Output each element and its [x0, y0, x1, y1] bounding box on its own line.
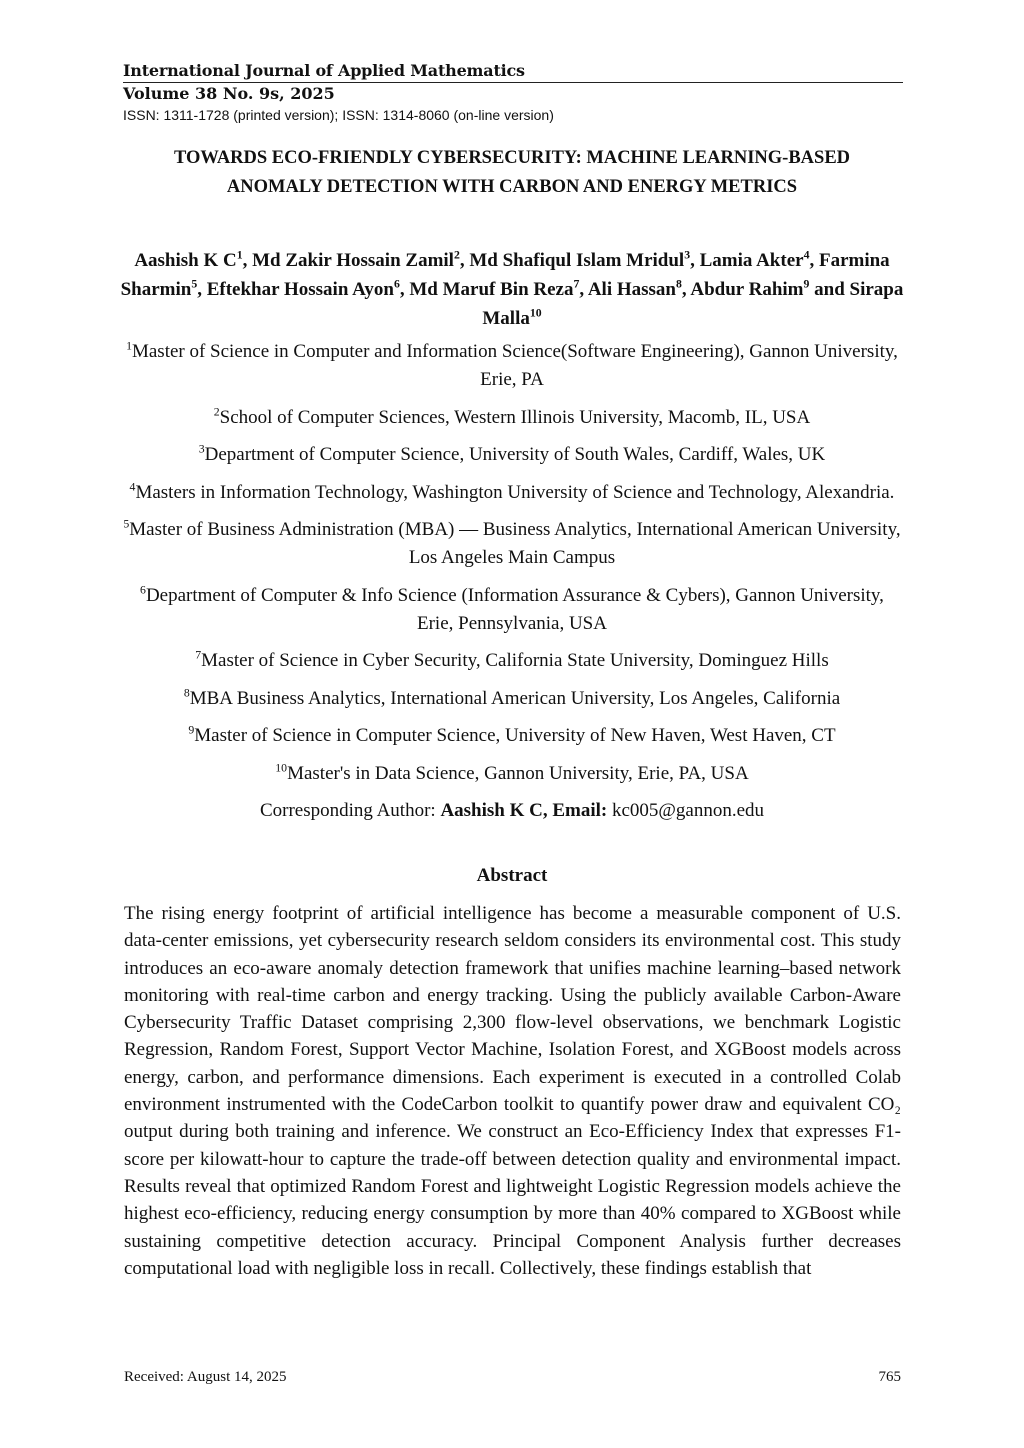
affiliation-text: Master of Science in Computer Science, University of New Haven, West Haven, CT — [194, 725, 836, 746]
corresponding-author — [120, 797, 904, 825]
author-name: Lamia Akter — [699, 250, 804, 271]
author-name: Eftekhar Hossain Ayon — [206, 279, 394, 300]
abstract-text: The rising energy footprint of artificial intelligence has become a measurable component of U.S. data-center emissions, yet cybersecurity research seldom considers its environmental cost. This study introduces an eco-aware anomaly detection framework that unifies machine learning–based network monitoring with real-time carbon and energy tracking. Using the publicly available Carbon-Aware Cybersecurity Traffic Dataset comprising 2,300 flow-level observations, we benchmark Logistic Regression, Random Forest, Support Vector Machine, Isolation Forest, and XGBoost models across energy, carbon, and performance dimensions. Each experiment is executed in a controlled Colab environment instrumented with the CodeCarbon toolkit to quantify power draw and equivalent CO₂ output during both training and inference. We construct an Eco-Efficiency Index that expresses F1-score per kilowatt-hour to capture the trade-off between detection quality and environmental impact. Results reveal that optimized Random Forest and lightweight Logistic Regression models achieve the highest eco-efficiency, reducing energy consumption by more than 40% compared to XGBoost while sustaining competitive detection accuracy. Principal Component Analysis further decreases computational load with negligible loss in recall. Collectively, these findings establish that — [124, 903, 901, 1279]
affiliation-item — [120, 647, 904, 675]
author-separator: , — [242, 250, 253, 271]
affiliation-text: Master of Science in Computer and Information Science(Software Engineering), Gannon University, Erie, PA — [131, 341, 898, 390]
author-affiliation-number: 6 — [393, 277, 400, 291]
affiliation-text: Master's in Data Science, Gannon University, Erie, PA, USA — [287, 762, 749, 784]
journal-header — [123, 60, 903, 126]
affiliation-number: 6 — [140, 583, 146, 597]
author-name: Abdur Rahim — [690, 279, 804, 300]
paper-title — [100, 144, 924, 202]
author-separator: , — [197, 279, 207, 300]
journal-volume: Volume 38 No. 9s, 2025 — [123, 84, 335, 103]
author-name: Ali Hassan — [587, 279, 676, 300]
journal-issn: ISSN: 1311-1728 (printed version); ISSN: 1314-8060 (on-line version) — [123, 107, 554, 123]
affiliation-number: 4 — [129, 480, 136, 494]
author-affiliation-number: 9 — [803, 277, 810, 291]
affiliation-text: Department of Computer Science, University of South Wales, Cardiff, Wales, UK — [204, 444, 826, 465]
author-separator: , — [681, 279, 691, 300]
page-number: 765 — [878, 1369, 901, 1385]
affiliation-number: 7 — [195, 648, 202, 662]
title-line-1: TOWARDS ECO-FRIENDLY CYBERSECURITY: MACHINE LEARNING-BASED — [173, 148, 851, 168]
author-affiliation-number: 8 — [676, 277, 682, 291]
author-separator: and — [809, 279, 850, 300]
affiliation-item — [120, 441, 904, 469]
author-separator: , — [690, 250, 700, 271]
corresponding-author-name: Aashish K C, Email: — [440, 800, 608, 821]
author-affiliation-number: 5 — [191, 277, 198, 291]
affiliation-item — [120, 582, 904, 638]
affiliation-number: 5 — [123, 517, 130, 531]
affiliation-number: 9 — [188, 723, 195, 737]
affiliation-text: Masters in Information Technology, Washington University of Science and Technology, Alexandria. — [135, 481, 895, 503]
author-name: Md Shafiqul Islam Mridul — [469, 250, 685, 271]
journal-name: International Journal of Applied Mathematics — [123, 61, 525, 80]
author-name: Aashish K C — [134, 250, 237, 271]
affiliation-text: MBA Business Analytics, International American University, Los Angeles, California — [189, 687, 841, 709]
affiliation-item — [120, 404, 904, 432]
affiliation-text: Master of Business Administration (MBA) — Business Analytics, International American University, Los Angeles Main Campus — [129, 519, 901, 568]
author-list — [110, 246, 914, 333]
author-affiliation-number: 10 — [529, 306, 542, 320]
affiliation-text: Department of Computer & Info Science (Information Assurance & Cybers), Gannon University, Erie, Pennsylvania, USA — [145, 584, 884, 634]
corresponding-email: kc005@gannon.edu — [607, 800, 765, 821]
affiliation-number: 3 — [198, 442, 205, 456]
affiliation-number: 2 — [213, 405, 220, 419]
affiliation-text: School of Computer Sciences, Western Illinois University, Macomb, IL, USA — [219, 406, 811, 428]
affiliation-item — [120, 760, 904, 788]
author-separator: , — [809, 250, 819, 271]
author-name: Md Maruf Bin Reza — [409, 279, 574, 300]
author-name: Farmina Sharmin — [120, 250, 890, 300]
affiliation-item — [120, 479, 904, 507]
affiliation-number: 1 — [126, 339, 132, 353]
affiliation-text: Master of Science in Cyber Security, California State University, Dominguez Hills — [201, 650, 829, 671]
abstract-heading: Abstract — [476, 865, 548, 886]
author-separator: , — [459, 250, 470, 271]
title-line-2: ANOMALY DETECTION WITH CARBON AND ENERGY METRICS — [226, 177, 798, 197]
author-affiliation-number: 3 — [684, 248, 691, 262]
affiliation-item — [120, 338, 904, 394]
corresponding-label: Corresponding Author: — [259, 800, 441, 821]
author-affiliation-number: 4 — [803, 248, 810, 262]
author-separator: , — [579, 279, 588, 300]
page-footer — [124, 1366, 901, 1388]
header-divider — [123, 82, 903, 83]
author-affiliation-number: 7 — [573, 277, 580, 291]
author-affiliation-number: 1 — [236, 248, 243, 262]
affiliation-item — [120, 516, 904, 572]
author-name: Md Zakir Hossain Zamil — [252, 250, 454, 271]
received-date: Received: August 14, 2025 — [124, 1369, 287, 1385]
author-affiliation-number: 2 — [453, 248, 460, 262]
author-separator: , — [399, 279, 410, 300]
affiliation-number: 10 — [275, 761, 288, 775]
affiliation-number: 8 — [183, 686, 190, 700]
affiliation-list — [120, 338, 904, 835]
affiliation-item — [120, 722, 904, 750]
author-name: Sirapa Malla — [482, 279, 904, 329]
affiliation-item — [120, 685, 904, 713]
